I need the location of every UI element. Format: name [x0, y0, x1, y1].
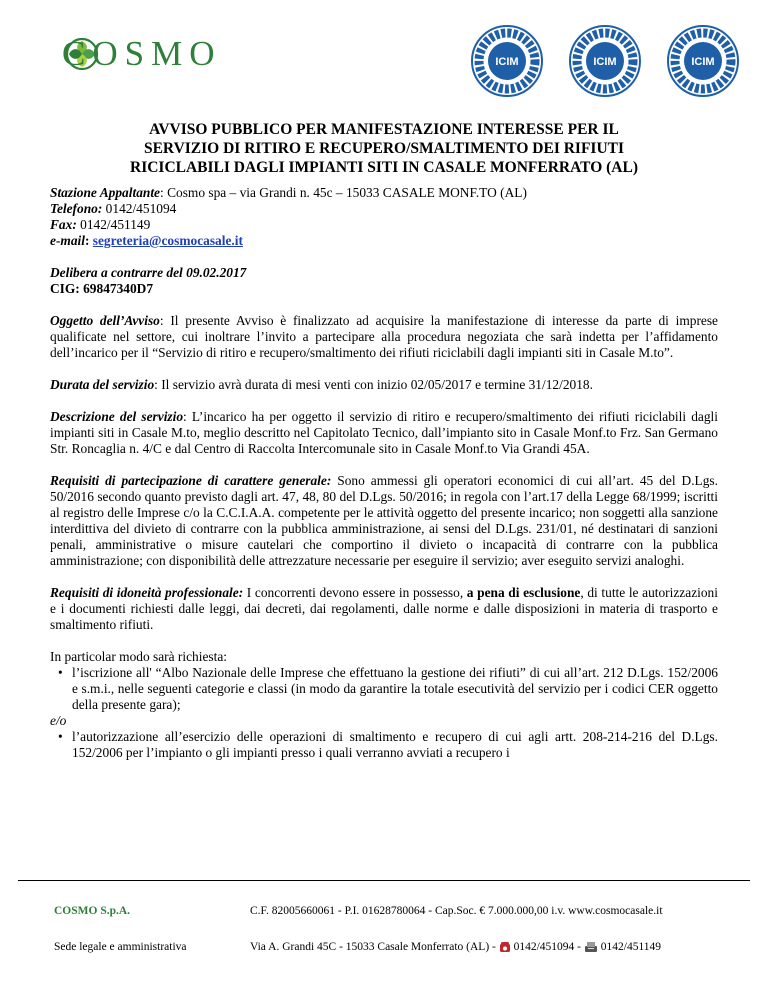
- title-line: SERVIZIO DI RITIRO E RECUPERO/SMALTIMENTO DEI RIFIUTI: [143, 140, 625, 157]
- requirements-list: [50, 729, 718, 761]
- fax-label: Fax:: [50, 217, 77, 232]
- footer-contacts: [250, 940, 661, 954]
- durata-label: Durata del servizio: [50, 377, 155, 392]
- document-title: [40, 120, 728, 177]
- footer-fax: 0142/451149: [597, 941, 662, 953]
- document-body: [50, 185, 718, 761]
- eo-separator: e/o: [50, 713, 67, 728]
- footer-phone: 0142/451094 -: [510, 941, 584, 953]
- cert-label-2: ICIM: [593, 56, 617, 68]
- requirements-list: [50, 665, 718, 713]
- telefono-label: Telefono:: [50, 201, 103, 216]
- email-sep: :: [84, 233, 93, 248]
- fax-icon: [584, 941, 598, 953]
- durata-paragraph: [50, 377, 718, 393]
- requisiti-professionali-paragraph: [50, 585, 718, 633]
- requisiti-generali-text: Sono ammessi gli operatori economici di cui all’art. 45 del D.Lgs. 50/2016 secondo quanto previsto dagli art. 47, 48, 80 del D.Lgs. 50/2016; in regola con l’art.17 della Legge 68/1999; iscritti al registro delle Imprese c/o la C.C.I.A.A. competente per le attività oggetto del presente incarico; non soggetti alla sanzione interdittiva del divieto di contrarre con la pubblica amministrazione, ai sensi del D.Lgs. 231/01, né destinatari di sanzioni penali, amministrative o misure cautelari che comportino il divieto o incapacità di contrarre con la pubblica amministrazione; con disponibilità delle attrezzature necessarie per eseguire il servizio; aver eseguito servizi analoghi.: [50, 473, 718, 568]
- footer-divider: [18, 880, 750, 881]
- icim-badge-icon: [470, 24, 544, 98]
- stazione-appaltante: [50, 185, 718, 201]
- list-item: • l’autorizzazione all’esercizio delle operazioni di smaltimento e recupero di cui agli artt. 208-214-216 del D.Lgs. 152/2006 per l’impianto o gli impianti presso i quali verranno avviati a recupero i: [72, 729, 718, 761]
- stazione-value: : Cosmo spa – via Grandi n. 45c – 15033 CASALE MONF.TO (AL): [160, 185, 527, 200]
- fax: [50, 217, 718, 233]
- list-item: • l’iscrizione all' “Albo Nazionale delle Imprese che effettuano la gestione dei rifiuti” di cui all’art. 212 D.Lgs. 152/2006 e s.m.i., nelle seguenti categorie e classi (in modo da garantire la totale esecutività del servizio per i codici CER oggetto della presente gara);: [72, 665, 718, 713]
- descrizione-label: Descrizione del servizio: [50, 409, 184, 424]
- requisiti-professionali-label: Requisiti di idoneità professionale:: [50, 585, 244, 600]
- logo-wordmark: COSMO: [62, 34, 222, 73]
- title-line: AVVISO PUBBLICO PER MANIFESTAZIONE INTERESSE PER IL: [149, 121, 619, 138]
- fax-value: 0142/451149: [76, 217, 151, 232]
- phone-icon: [499, 941, 511, 953]
- footer-sede: Sede legale e amministrativa: [54, 941, 187, 953]
- esclusione-emphasis: a pena di esclusione: [466, 585, 581, 600]
- letterhead: [0, 0, 768, 110]
- footer-address: Via A. Grandi 45C - 15033 Casale Monferrato (AL) -: [250, 941, 499, 953]
- descrizione-text: : L’incarico ha per oggetto il servizio di ritiro e recupero/smaltimento dei rifiuti riciclabili dagli impianti siti in Casale M.to, meglio descritto nel Capitolato Tecnico, dall’impianto sito in Casale Monf.to Frz. San Germano Str. Roncaglia n. 4/C e dal Centro di Raccolta Intercomunale sito in Casale Monf.to Via Grandi 45A.: [50, 409, 718, 456]
- oggetto-text: : Il presente Avviso è finalizzato ad acquisire la manifestazione di interesse da parte di imprese qualificate nel settore, cui inoltrare l’invito a partecipare alla procedura negoziata che sarà indetta per l’affidamento dell’incarico per il “Servizio di ritiro e recupero/smaltimento dei rifiuti riciclabili dagli impianti siti in Casale M.to”.: [50, 313, 718, 360]
- icim-badge-icon: [666, 24, 740, 98]
- durata-text: : Il servizio avrà durata di mesi venti con inizio 02/05/2017 e termine 31/12/2018.: [154, 377, 593, 392]
- particolare-intro: In particolar modo sarà richiesta:: [50, 649, 227, 664]
- delibera: Delibera a contrarre del 09.02.2017: [50, 265, 247, 280]
- requisiti-professionali-text-end: , di tutte le autorizzazioni e i documenti richiesti dalle leggi, dai decreti, dai regolamenti, dalle norme e dalle disposizioni in materia di trasporto e smaltimento rifiuti.: [50, 585, 718, 632]
- certification-badges: [470, 24, 740, 98]
- requisiti-generali-paragraph: [50, 473, 718, 569]
- oggetto-label: Oggetto dell’Avviso: [50, 313, 160, 328]
- descrizione-paragraph: [50, 409, 718, 457]
- footer-company: COSMO S.p.A.: [54, 905, 131, 917]
- icim-badge-icon: [568, 24, 642, 98]
- cert-label-1: ICIM: [495, 56, 519, 68]
- email-label: e-mail: [50, 233, 85, 248]
- requisiti-generali-label: Requisiti di partecipazione di carattere generale:: [50, 473, 332, 488]
- telefono: [50, 201, 718, 217]
- requisiti-professionali-text: I concorrenti devono essere in possesso,: [243, 585, 467, 600]
- email: [50, 233, 718, 249]
- email-link[interactable]: segreteria@cosmocasale.it: [92, 233, 243, 248]
- title-line: RICICLABILI DAGLI IMPIANTI SITI IN CASALE MONFERRATO (AL): [130, 159, 638, 176]
- cig: CIG: 69847340D7: [50, 281, 154, 296]
- telefono-value: 0142/451094: [102, 201, 177, 216]
- cert-label-3: ICIM: [691, 56, 715, 68]
- stazione-label: Stazione Appaltante: [50, 185, 160, 200]
- oggetto-paragraph: [50, 313, 718, 361]
- footer-fiscal: C.F. 82005660061 - P.I. 01628780064 - Cap.Soc. € 7.000.000,00 i.v. www.cosmocasale.it: [250, 905, 663, 917]
